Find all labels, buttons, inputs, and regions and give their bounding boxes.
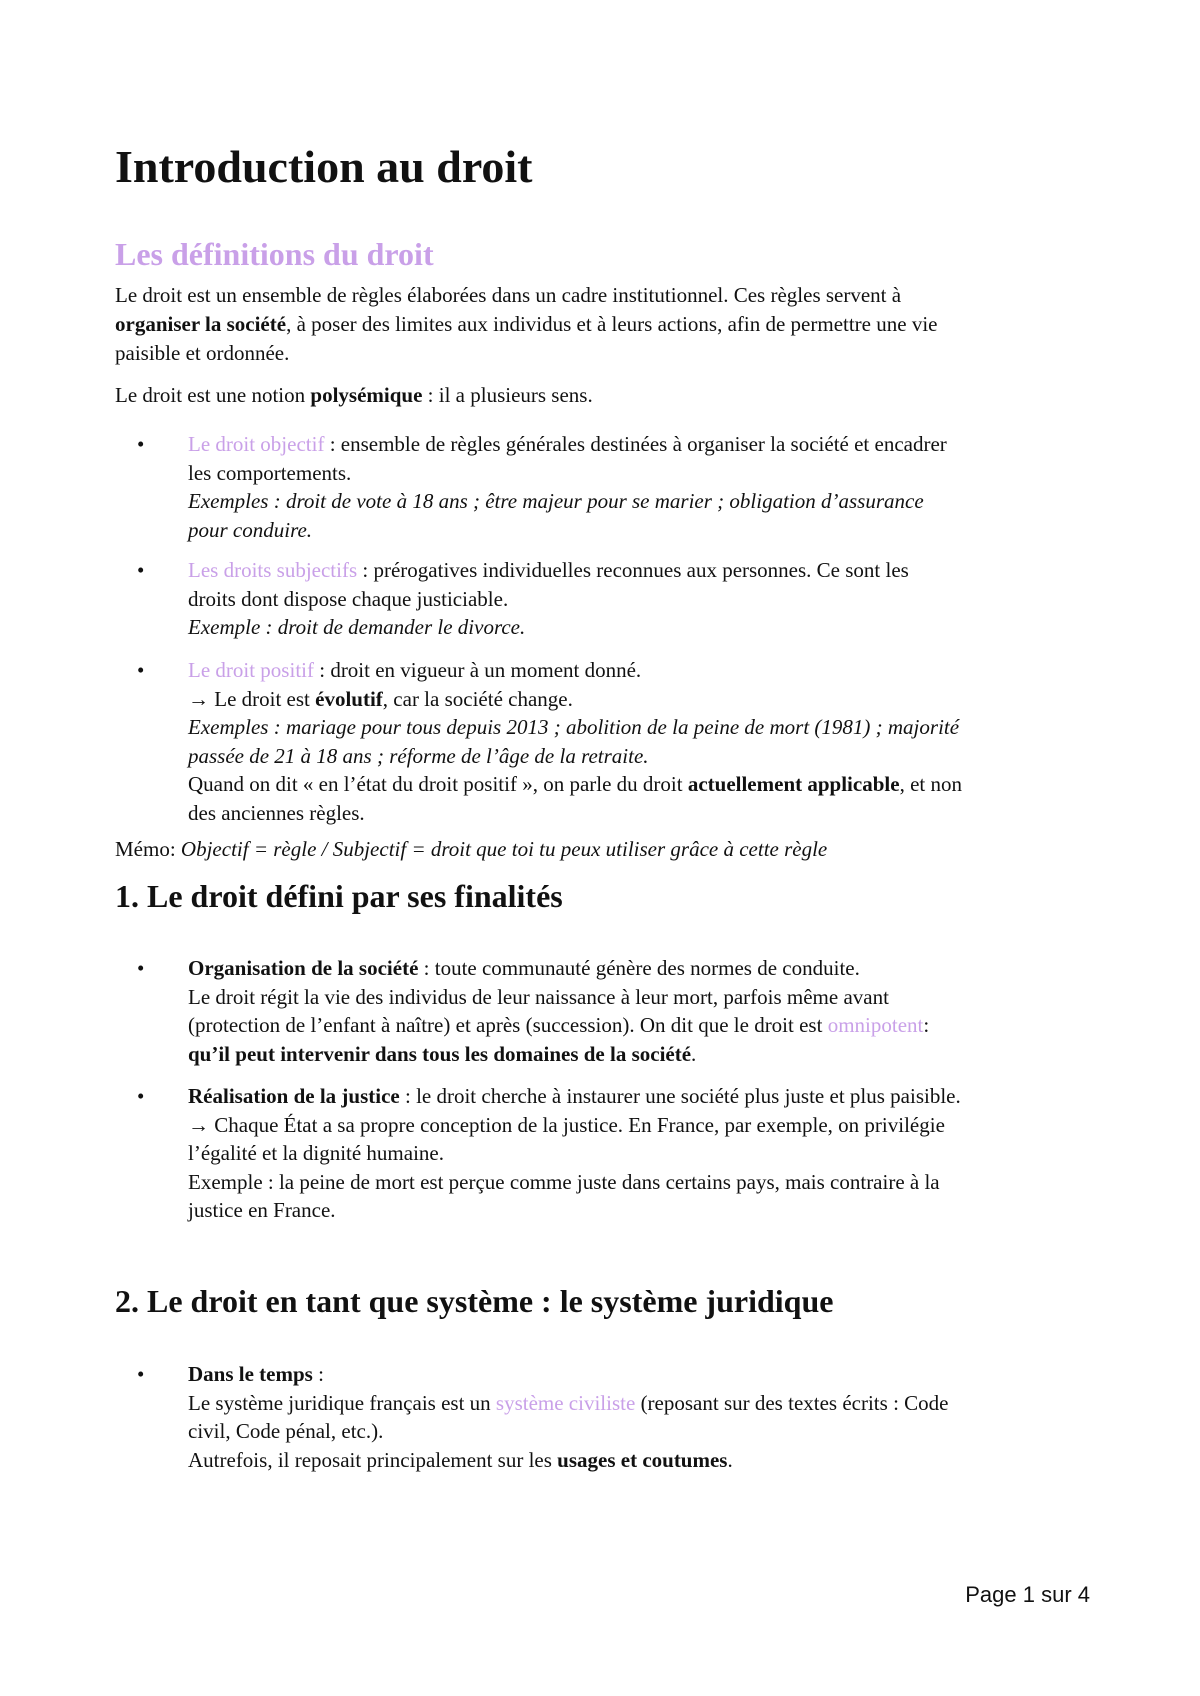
bold-text: organiser la société (115, 312, 287, 336)
term-objectif: Le droit objectif (188, 432, 325, 456)
bullet-icon: • (137, 956, 145, 980)
bullet-icon: • (137, 558, 145, 582)
example-text: passée de 21 à 18 ans ; réforme de l’âge de la retraite. (188, 743, 649, 768)
text-line: paisible et ordonnée. (115, 341, 290, 365)
term-omnipotent: omnipotent (827, 1013, 924, 1037)
bullet-icon: • (137, 432, 145, 456)
document-page (115, 0, 1090, 1696)
definitions-heading: Les définitions du droit (115, 236, 434, 272)
list-item: • Organisation de la société : toute communauté génère des normes de conduite. Le droit régit la vie des individus de leur naissance à leur mort, parfois même avant (protection de l’enfant à naître) et après (succession). On dit que le droit est omnipotent: qu’il peut intervenir dans tous les domaines de la société. (137, 956, 930, 1066)
memo-text: Objectif = règle / Subjectif = droit que toi tu peux utiliser grâce à cette règle (180, 837, 828, 861)
example-text: Exemples : mariage pour tous depuis 2013 ; abolition de la peine de mort (1981) ; majorité (188, 715, 960, 739)
term-subjectifs: Les droits subjectifs (188, 558, 358, 582)
page-number: Page 1 sur 4 (965, 1582, 1090, 1607)
list-item: • Le droit objectif : ensemble de règles générales destinées à organiser la société et encadrer les comportements. Exemples : droit de vote à 18 ans ; être majeur pour se marier ; obligation d’assurance pour conduire. (115, 430, 1090, 550)
list-item: • Réalisation de la justice : le droit cherche à instaurer une société plus juste et plus paisible. → Chaque État a sa propre conception de la justice. En France, par exemple, on privilégie l’égalité et la dignité humaine. Exemple : la peine de mort est perçue comme juste dans certains pays, mais contraire à la justice en France. (137, 1084, 961, 1222)
text-line: Le droit est un ensemble de règles élaborées dans un cadre institutionnel. Ces règles servent à (115, 283, 902, 307)
page-title: Introduction au droit (115, 141, 533, 192)
term-civiliste: système civiliste (495, 1390, 636, 1415)
bold-text: polysémique (310, 383, 423, 407)
polysemy-paragraph: Le droit est une notion polysémique : il a plusieurs sens. (115, 383, 593, 407)
bullet-icon: • (137, 658, 145, 682)
memo-label: Mémo: (115, 837, 181, 861)
list-item: • Les droits subjectifs : prérogatives individuelles reconnues aux personnes. Ce sont les droits dont dispose chaque justiciable. Exemple : droit de demander le divorce. (115, 556, 1090, 651)
bullet-icon: • (137, 1362, 145, 1386)
example-text: pour conduire. (188, 517, 313, 542)
section1-heading: 1. Le droit défini par ses finalités (115, 878, 563, 914)
memo-line (115, 835, 1090, 864)
term-positif: Le droit positif (188, 658, 314, 682)
bullet-icon: • (137, 1084, 145, 1108)
section2-heading: 2. Le droit en tant que système : le système juridique (115, 1283, 834, 1319)
example-text: Exemples : droit de vote à 18 ans ; être majeur pour se marier ; obligation d’assurance (188, 489, 924, 513)
list-item: • Dans le temps : Le système juridique français est un système civiliste (reposant sur des textes écrits : Code civil, Code pénal, etc.). Autrefois, il reposait principalement sur les usages et coutumes. (137, 1362, 949, 1472)
list-item: • Le droit positif : droit en vigueur à un moment donné. → Le droit est évolutif, car la société change. Exemples : mariage pour tous depuis 2013 ; abolition de la peine de mort (1981) ; majorité passée de 21 à 18 ans ; réforme de l’âge de la retraite. Quand on dit « en l’état du droit positif », on parle du droit actuellement applicable, et non des anciennes règles. (115, 656, 1090, 836)
definition-paragraph: Le droit est un ensemble de règles élaborées dans un cadre institutionnel. Ces règles servent à organiser la société, à poser des limites aux individus et à leurs actions, afin de permettre une vie paisible et ordonnée. (115, 281, 1090, 368)
example-text: Exemple : droit de demander le divorce. (188, 615, 526, 639)
